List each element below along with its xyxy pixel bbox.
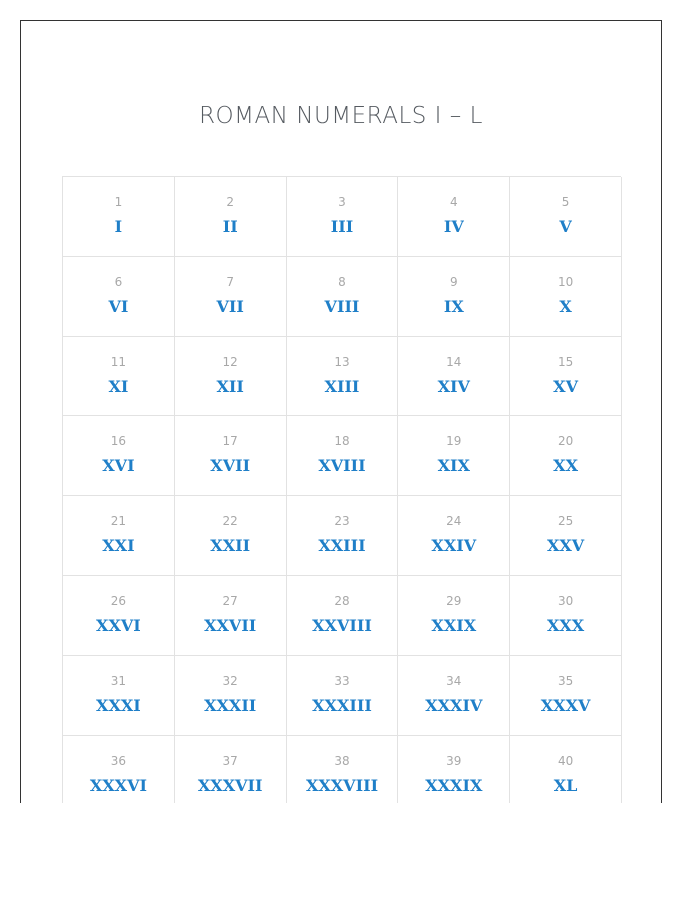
roman-numeral: XVI <box>102 456 135 476</box>
roman-numeral: XXVI <box>96 615 141 635</box>
numeral-cell <box>175 177 287 257</box>
numeral-cell <box>63 656 175 736</box>
arabic-number: 17 <box>222 434 238 449</box>
numeral-cell <box>398 656 510 736</box>
numeral-cell <box>287 496 399 576</box>
roman-numeral: XXXV <box>540 695 591 715</box>
roman-numeral: II <box>222 217 238 236</box>
numeral-cell <box>287 656 399 736</box>
numeral-cell <box>175 257 287 337</box>
numeral-cell <box>63 736 175 803</box>
roman-numeral: XI <box>108 376 129 396</box>
roman-numeral: XVIII <box>318 456 366 476</box>
numeral-cell <box>287 177 399 257</box>
roman-numeral: XII <box>216 376 244 396</box>
numeral-cell <box>287 416 399 496</box>
numeral-cell <box>63 416 175 496</box>
arabic-number: 8 <box>338 274 346 289</box>
roman-numeral: XV <box>553 376 578 396</box>
roman-numeral: VII <box>216 296 244 316</box>
arabic-number: 25 <box>557 514 574 529</box>
arabic-number: 22 <box>222 514 238 529</box>
numeral-cell <box>287 257 399 337</box>
roman-numeral: XXV <box>546 536 585 556</box>
arabic-number: 1 <box>114 195 123 209</box>
roman-numeral: X <box>559 296 572 316</box>
arabic-number: 15 <box>557 354 574 369</box>
arabic-number: 40 <box>557 753 574 768</box>
arabic-number: 13 <box>334 354 350 369</box>
arabic-number: 16 <box>110 434 127 449</box>
arabic-number: 36 <box>110 753 127 768</box>
arabic-number: 38 <box>334 753 350 768</box>
arabic-number: 26 <box>110 593 127 608</box>
roman-numeral: IX <box>443 296 464 316</box>
roman-numeral: XVII <box>210 456 251 476</box>
roman-numeral: XXVII <box>204 615 257 635</box>
numeral-cell <box>510 496 622 576</box>
arabic-number: 2 <box>226 195 235 209</box>
roman-numeral: XXIX <box>431 615 477 635</box>
arabic-number: 23 <box>334 514 350 529</box>
arabic-number: 9 <box>449 274 458 289</box>
roman-numeral: XIV <box>437 376 470 396</box>
roman-numeral: XXIII <box>318 536 366 556</box>
roman-numeral: XXII <box>210 536 251 556</box>
numeral-grid <box>62 176 621 803</box>
arabic-number: 31 <box>110 673 127 688</box>
numeral-cell <box>175 416 287 496</box>
roman-numeral: I <box>114 217 123 236</box>
numeral-cell <box>63 337 175 417</box>
roman-numeral: XXVIII <box>312 615 372 635</box>
numeral-cell <box>398 416 510 496</box>
roman-numeral: XXXVIII <box>305 775 379 795</box>
numeral-cell <box>398 576 510 656</box>
numeral-cell <box>175 496 287 576</box>
worksheet-page <box>20 20 662 803</box>
arabic-number: 35 <box>557 673 574 688</box>
roman-numeral: XXI <box>102 536 135 556</box>
arabic-number: 34 <box>446 673 462 688</box>
numeral-cell <box>510 177 622 257</box>
roman-numeral: XXXIII <box>312 695 372 715</box>
arabic-number: 29 <box>446 593 462 608</box>
arabic-number: 28 <box>334 593 350 608</box>
numeral-cell <box>175 576 287 656</box>
arabic-number: 33 <box>334 673 350 688</box>
roman-numeral: XXX <box>546 615 585 635</box>
arabic-number: 20 <box>557 434 574 449</box>
arabic-number: 27 <box>222 593 238 608</box>
arabic-number: 19 <box>446 434 462 449</box>
roman-numeral: V <box>559 217 572 236</box>
numeral-cell <box>287 576 399 656</box>
numeral-cell <box>63 576 175 656</box>
arabic-number: 6 <box>114 274 123 289</box>
roman-numeral: XXXVII <box>197 775 263 795</box>
numeral-cell <box>287 736 399 803</box>
arabic-number: 5 <box>561 195 570 209</box>
arabic-number: 32 <box>222 673 238 688</box>
numeral-cell <box>398 337 510 417</box>
numeral-cell <box>510 337 622 417</box>
roman-numeral: XL <box>553 775 578 795</box>
arabic-number: 7 <box>226 274 235 289</box>
numeral-cell <box>175 656 287 736</box>
page-title: ROMAN NUMERALS I – L <box>199 103 483 129</box>
numeral-cell <box>175 736 287 803</box>
roman-numeral: XIX <box>437 456 470 476</box>
arabic-number: 39 <box>446 753 462 768</box>
roman-numeral: III <box>330 217 354 236</box>
arabic-number: 18 <box>334 434 350 449</box>
roman-numeral: VI <box>108 296 129 316</box>
numeral-cell <box>63 257 175 337</box>
numeral-cell <box>398 496 510 576</box>
numeral-cell <box>398 736 510 803</box>
arabic-number: 14 <box>446 354 462 369</box>
roman-numeral: XXXI <box>96 695 141 715</box>
arabic-number: 24 <box>446 514 462 529</box>
numeral-cell <box>510 656 622 736</box>
arabic-number: 37 <box>222 753 238 768</box>
numeral-cell <box>287 337 399 417</box>
roman-numeral: XXXVI <box>89 775 147 795</box>
roman-numeral: XXIV <box>431 536 477 556</box>
roman-numeral: XXXIV <box>425 695 483 715</box>
numeral-cell <box>63 177 175 257</box>
numeral-cell <box>398 257 510 337</box>
arabic-number: 10 <box>557 274 574 289</box>
arabic-number: 12 <box>222 354 238 369</box>
numeral-cell <box>510 576 622 656</box>
arabic-number: 11 <box>110 354 127 369</box>
numeral-cell <box>175 337 287 417</box>
numeral-cell <box>510 736 622 803</box>
roman-numeral: XIII <box>324 376 360 396</box>
numeral-cell <box>510 416 622 496</box>
roman-numeral: XX <box>553 456 578 476</box>
arabic-number: 4 <box>449 195 458 209</box>
roman-numeral: IV <box>443 217 464 236</box>
arabic-number: 3 <box>338 195 346 209</box>
arabic-number: 21 <box>110 514 127 529</box>
arabic-number: 30 <box>557 593 574 608</box>
numeral-cell <box>510 257 622 337</box>
numeral-cell <box>63 496 175 576</box>
numeral-cell <box>398 177 510 257</box>
roman-numeral: XXXIX <box>425 775 483 795</box>
roman-numeral: XXXII <box>204 695 257 715</box>
roman-numeral: VIII <box>324 296 360 316</box>
